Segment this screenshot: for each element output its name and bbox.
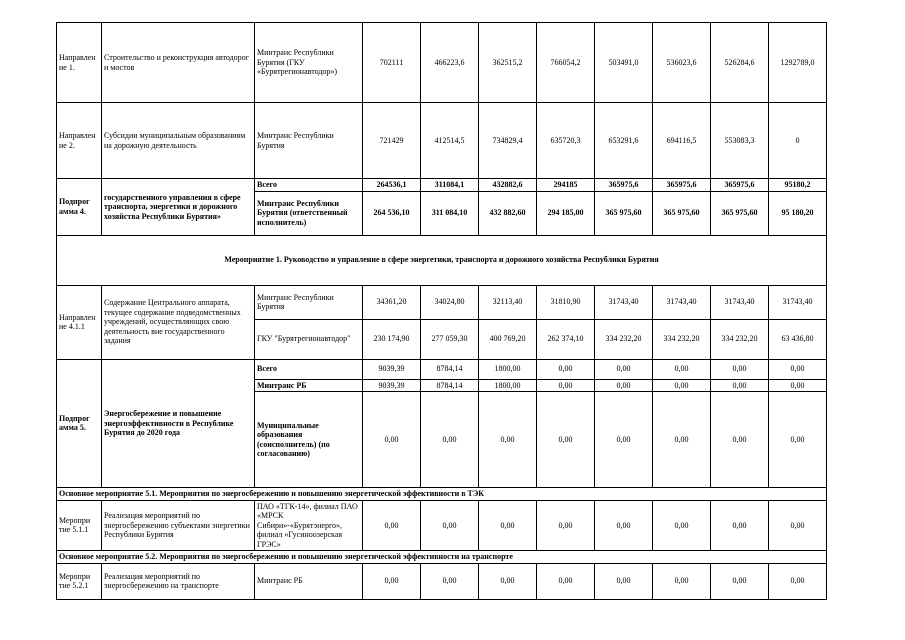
row-responsible: Минтранс Республики Бурятия (ГКУ «Бурятрегионавтодор») xyxy=(255,23,363,103)
value-cell: 0,00 xyxy=(537,500,595,551)
value-cell: 0,00 xyxy=(653,379,711,392)
row-responsible: Всего xyxy=(255,179,363,192)
row-responsible: ГКУ "Бурятрегионавтодор" xyxy=(255,319,363,359)
value-cell: 334 232,20 xyxy=(595,319,653,359)
value-cell: 334 232,20 xyxy=(711,319,769,359)
value-cell: 0 xyxy=(769,103,827,179)
value-cell: 0,00 xyxy=(421,563,479,599)
table-row xyxy=(57,500,827,551)
table-row xyxy=(57,488,827,501)
row-name: Реализация мероприятий по энергосбережению субъектами энергетики Республики Бурятия xyxy=(102,500,255,551)
value-cell: 365 975,60 xyxy=(595,191,653,235)
value-cell: 432882,6 xyxy=(479,179,537,192)
row-name: Субсидии муниципальным образованиям на дорожную деятельность xyxy=(102,103,255,179)
value-cell: 294 185,00 xyxy=(537,191,595,235)
value-cell: 362515,2 xyxy=(479,23,537,103)
value-cell: 0,00 xyxy=(537,392,595,488)
value-cell: 0,00 xyxy=(711,392,769,488)
row-responsible: Минтранс Республики Бурятия xyxy=(255,103,363,179)
value-cell: 734829,4 xyxy=(479,103,537,179)
value-cell: 0,00 xyxy=(711,500,769,551)
row-responsible: Минтранс РБ xyxy=(255,379,363,392)
value-cell: 526284,6 xyxy=(711,23,769,103)
value-cell: 365975,6 xyxy=(595,179,653,192)
value-cell: 95180,2 xyxy=(769,179,827,192)
value-cell: 536023,6 xyxy=(653,23,711,103)
row-name: Строительство и реконструкция автодорог и мостов xyxy=(102,23,255,103)
value-cell: 31743,40 xyxy=(595,285,653,319)
value-cell: 277 059,30 xyxy=(421,319,479,359)
value-cell: 702111 xyxy=(363,23,421,103)
value-cell: 0,00 xyxy=(769,379,827,392)
table-row xyxy=(57,235,827,285)
value-cell: 0,00 xyxy=(653,359,711,379)
value-cell: 31743,40 xyxy=(653,285,711,319)
value-cell: 0,00 xyxy=(769,392,827,488)
value-cell: 694116,5 xyxy=(653,103,711,179)
value-cell: 0,00 xyxy=(711,563,769,599)
value-cell: 1800,00 xyxy=(479,379,537,392)
value-cell: 264536,1 xyxy=(363,179,421,192)
table-row xyxy=(57,103,827,179)
value-cell: 0,00 xyxy=(595,359,653,379)
value-cell: 0,00 xyxy=(363,500,421,551)
value-cell: 0,00 xyxy=(769,563,827,599)
value-cell: 766054,2 xyxy=(537,23,595,103)
value-cell: 0,00 xyxy=(595,392,653,488)
value-cell: 0,00 xyxy=(537,563,595,599)
value-cell: 95 180,20 xyxy=(769,191,827,235)
row-code: Направлен ие 1. xyxy=(57,23,102,103)
value-cell: 0,00 xyxy=(537,379,595,392)
table-row xyxy=(57,563,827,599)
value-cell: 8784,14 xyxy=(421,379,479,392)
value-cell: 264 536,10 xyxy=(363,191,421,235)
value-cell: 0,00 xyxy=(769,500,827,551)
row-responsible: ПАО «ТГК-14», филиал ПАО «МРСК Сибири»-«Бурятэнерго», филиал «Гусиноозерская ГРЭС» xyxy=(255,500,363,551)
value-cell: 0,00 xyxy=(595,379,653,392)
value-cell: 412514,5 xyxy=(421,103,479,179)
value-cell: 0,00 xyxy=(421,500,479,551)
value-cell: 365 975,60 xyxy=(653,191,711,235)
row-code: Направлен ие 2. xyxy=(57,103,102,179)
value-cell: 31743,40 xyxy=(711,285,769,319)
budget-table xyxy=(56,22,827,600)
value-cell: 1800,00 xyxy=(479,359,537,379)
value-cell: 553083,3 xyxy=(711,103,769,179)
value-cell: 294185 xyxy=(537,179,595,192)
value-cell: 432 882,60 xyxy=(479,191,537,235)
row-code: Меропри тие 5.2.1 xyxy=(57,563,102,599)
value-cell: 0,00 xyxy=(711,359,769,379)
value-cell: 34361,20 xyxy=(363,285,421,319)
value-cell: 0,00 xyxy=(479,392,537,488)
value-cell: 311 084,10 xyxy=(421,191,479,235)
row-name: Энергосбережение и повышение энергоэффективности в Республике Бурятия до 2020 года xyxy=(102,359,255,488)
value-cell: 0,00 xyxy=(653,500,711,551)
value-cell: 9039,39 xyxy=(363,379,421,392)
value-cell: 32113,40 xyxy=(479,285,537,319)
value-cell: 311084,1 xyxy=(421,179,479,192)
value-cell: 8784,14 xyxy=(421,359,479,379)
table-row xyxy=(57,285,827,319)
row-code: Меропри тие 5.1.1 xyxy=(57,500,102,551)
value-cell: 721429 xyxy=(363,103,421,179)
value-cell: 0,00 xyxy=(595,500,653,551)
row-responsible: Минтранс Республики Бурятия xyxy=(255,285,363,319)
row-name: Реализация мероприятий по энергосбережению на транспорте xyxy=(102,563,255,599)
value-cell: 0,00 xyxy=(653,392,711,488)
table-row xyxy=(57,551,827,564)
table-row xyxy=(57,179,827,192)
value-cell: 635720,3 xyxy=(537,103,595,179)
table-row xyxy=(57,359,827,379)
section-heading: Основное мероприятие 5.2. Мероприятия по энергосбережению и повышению энергетической эффективности на транспорте xyxy=(57,551,827,564)
row-code: Направлен ие 4.1.1 xyxy=(57,285,102,359)
value-cell: 230 174,90 xyxy=(363,319,421,359)
row-responsible: Минтранс Республики Бурятия (ответственный исполнитель) xyxy=(255,191,363,235)
value-cell: 365 975,60 xyxy=(711,191,769,235)
value-cell: 9039,39 xyxy=(363,359,421,379)
row-code: Подпрог амма 5. xyxy=(57,359,102,488)
row-name: государственного управления в сфере транспорта, энергетики и дорожного хозяйства Республики Бурятия» xyxy=(102,179,255,236)
value-cell: 365975,6 xyxy=(711,179,769,192)
value-cell: 0,00 xyxy=(363,392,421,488)
value-cell: 0,00 xyxy=(363,563,421,599)
row-name: Содержание Центрального аппарата, текущее содержание подведомственных учреждений, осуществляющих свою деятельность вне государственного задания xyxy=(102,285,255,359)
value-cell: 0,00 xyxy=(595,563,653,599)
value-cell: 0,00 xyxy=(769,359,827,379)
value-cell: 0,00 xyxy=(479,563,537,599)
value-cell: 0,00 xyxy=(537,359,595,379)
row-responsible: Всего xyxy=(255,359,363,379)
value-cell: 334 232,20 xyxy=(653,319,711,359)
value-cell: 31743,40 xyxy=(769,285,827,319)
value-cell: 0,00 xyxy=(479,500,537,551)
section-heading: Мероприятие 1. Руководство и управление в сфере энергетики, транспорта и дорожного хозяйства Республики Бурятия xyxy=(57,235,827,285)
value-cell: 0,00 xyxy=(421,392,479,488)
value-cell: 400 769,20 xyxy=(479,319,537,359)
row-code: Подпрог амма 4. xyxy=(57,179,102,236)
section-heading: Основное мероприятие 5.1. Мероприятия по энергосбережению и повышению энергетической эффективности в ТЭК xyxy=(57,488,827,501)
row-responsible: Муниципальные образования (соисполнитель) (по согласованию) xyxy=(255,392,363,488)
value-cell: 1292789,0 xyxy=(769,23,827,103)
value-cell: 0,00 xyxy=(653,563,711,599)
value-cell: 31810,90 xyxy=(537,285,595,319)
value-cell: 503491,0 xyxy=(595,23,653,103)
value-cell: 63 436,80 xyxy=(769,319,827,359)
table-row xyxy=(57,23,827,103)
value-cell: 0,00 xyxy=(711,379,769,392)
value-cell: 262 374,10 xyxy=(537,319,595,359)
row-responsible: Минтранс РБ xyxy=(255,563,363,599)
value-cell: 34024,80 xyxy=(421,285,479,319)
value-cell: 466223,6 xyxy=(421,23,479,103)
value-cell: 653291,6 xyxy=(595,103,653,179)
value-cell: 365975,6 xyxy=(653,179,711,192)
